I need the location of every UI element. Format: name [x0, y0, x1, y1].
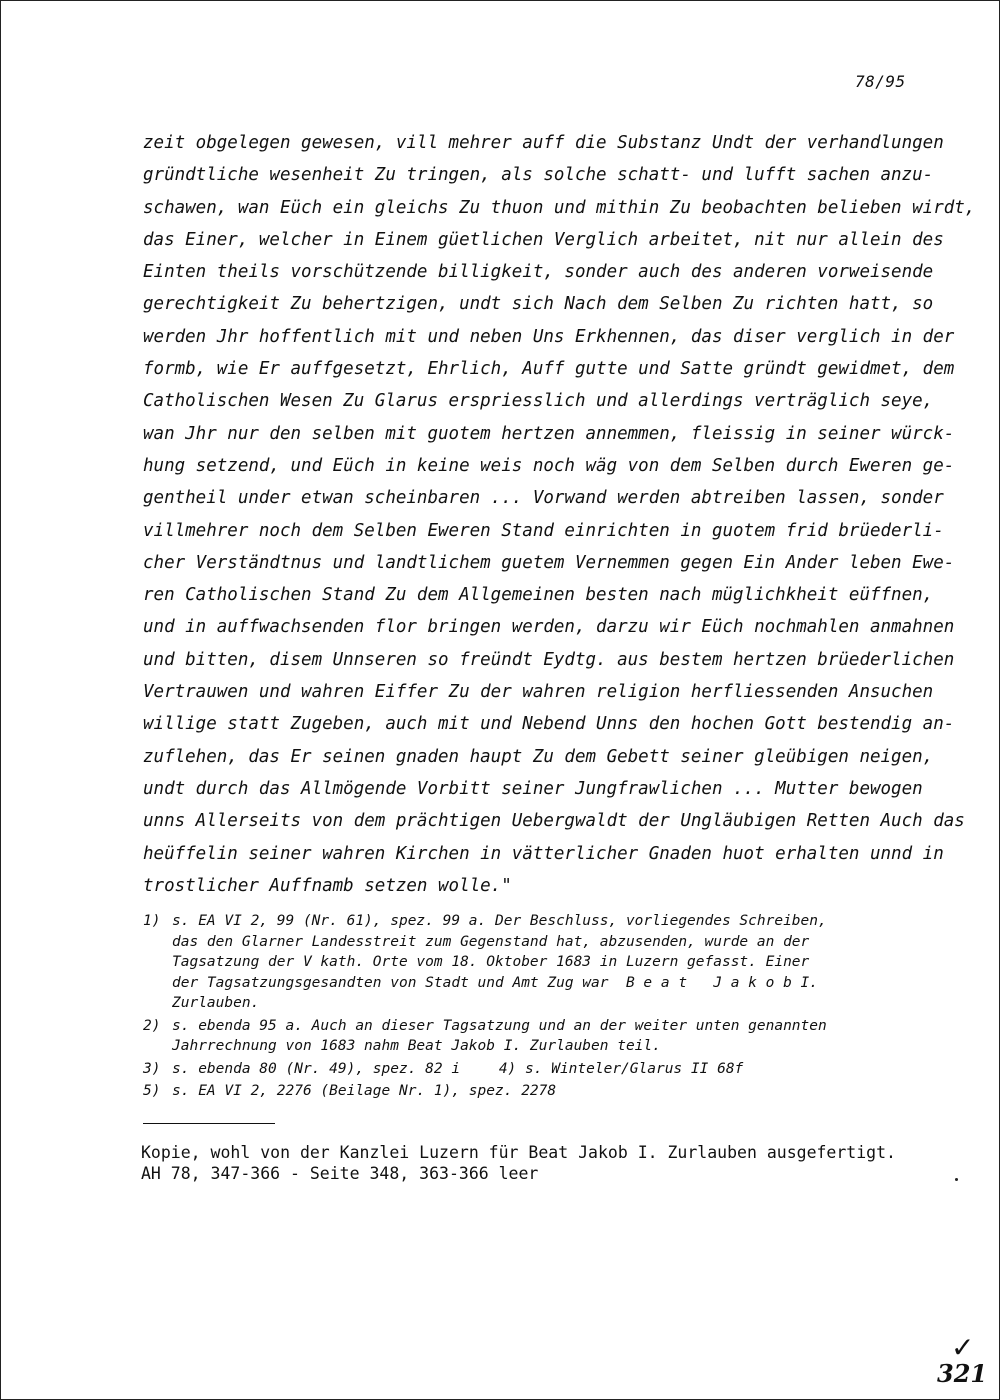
footnote-number: 4) [498, 1060, 517, 1077]
footnote-line: der Tagsatzungsgesandten von Stadt und Amt Zug war B e a t J a k o b I. [172, 974, 819, 991]
handwritten-page-stamp: 321 [937, 1359, 988, 1388]
body-line: und in auffwachsenden flor bringen werden, darzu wir Eüch nochmahlen anmahnen [143, 617, 955, 638]
footnote-3-and-4 [143, 1059, 943, 1080]
footnote-text: s. Winteler/Glarus II 68f [525, 1060, 744, 1077]
provenance-note [141, 1142, 896, 1184]
body-line: werden Jhr hoffentlich mit und neben Uns Erkhennen, das diser verglich in der [143, 326, 955, 347]
body-line: villmehrer noch dem Selben Eweren Stand einrichten in guotem frid brüederli- [143, 520, 944, 541]
footnote-number: 5) [143, 1083, 161, 1099]
body-line: wan Jhr nur den selben mit guotem hertzen annemmen, fleissig in seiner würck- [143, 423, 955, 444]
footnote-text: s. EA VI 2, 2276 (Beilage Nr. 1), spez. 2278 [172, 1083, 557, 1099]
body-line: gerechtigkeit Zu behertzigen, undt sich Nach dem Selben Zu richten hatt, so [143, 294, 934, 315]
footnote-line: Zurlauben. [172, 995, 260, 1011]
footnote-number: 3) [143, 1060, 161, 1077]
body-line: gründtliche wesenheit Zu tringen, als solche schatt- und lufft sachen anzu- [143, 165, 934, 186]
body-line: das Einer, welcher in Einem güetlichen Verglich arbeitet, nit nur allein des [143, 229, 944, 250]
footnote-number: 1) [143, 913, 161, 929]
body-line: Vertrauwen und wahren Eiffer Zu der wahren religion herfliessenden Ansuchen [143, 682, 934, 703]
body-line: heüffelin seiner wahren Kirchen in vätterlicher Gnaden huot erhalten unnd in [143, 843, 944, 864]
body-line: zuflehen, das Er seinen gnaden haupt Zu dem Gebett seiner gleübigen neigen, [143, 746, 934, 767]
footnote-line: Tagsatzung der V kath. Orte vom 18. Oktober 1683 in Luzern gefasst. Einer [172, 954, 810, 970]
footnotes [143, 911, 943, 1104]
body-line: schawen, wan Eüch ein gleichs Zu thuon und mithin Zu beobachten belieben wirdt, [143, 197, 976, 218]
body-line: ren Catholischen Stand Zu dem Allgemeinen besten nach müglichkheit eüffnen, [143, 585, 934, 606]
body-line: undt durch das Allmögende Vorbitt seiner Jungfrawlichen ... Mutter bewogen [143, 778, 923, 799]
footnote-2 [143, 1016, 943, 1057]
body-line: unns Allerseits von dem prächtigen Uebergwaldt der Ungläubigen Retten Auch das [143, 811, 965, 832]
section-divider [143, 1123, 275, 1124]
footnote-line: s. ebenda 95 a. Auch an dieser Tagsatzung und an der weiter unten genannten [172, 1017, 827, 1034]
body-line: trostlicher Auffnamb setzen wolle." [143, 875, 512, 896]
body-text [143, 127, 976, 902]
check-mark-icon: ✓ [951, 1331, 975, 1364]
footnote-line: das den Glarner Landesstreit zum Gegenstand hat, abzusenden, wurde an der [172, 933, 810, 950]
footnote-5 [143, 1081, 943, 1102]
body-line: gentheil under etwan scheinbaren ... Vorwand werden abtreiben lassen, sonder [143, 488, 944, 509]
footnote-line: Jahrrechnung von 1683 nahm Beat Jakob I. Zurlauben teil. [172, 1038, 661, 1054]
provenance-line: AH 78, 347-366 - Seite 348, 363-366 leer [141, 1164, 539, 1183]
body-line: zeit obgelegen gewesen, vill mehrer auff die Substanz Undt der verhandlungen [143, 133, 944, 153]
body-line: hung setzend, und Eüch in keine weis noch wäg von dem Selben durch Eweren ge- [143, 455, 955, 476]
body-line: cher Verständtnus und landtlichem guetem Vernemmen gegen Ein Ander leben Ewe- [143, 552, 955, 573]
footnote-1 [143, 911, 943, 1014]
margin-dot [955, 1178, 958, 1181]
body-line: Einten theils vorschützende billigkeit, sonder auch des anderen vorweisende [143, 262, 934, 283]
provenance-line: Kopie, wohl von der Kanzlei Luzern für Beat Jakob I. Zurlauben ausgefertigt. [141, 1143, 896, 1162]
body-line: willige statt Zugeben, auch mit und Nebend Unns den hochen Gott bestendig an- [143, 714, 955, 735]
footnote-line: s. EA VI 2, 99 (Nr. 61), spez. 99 a. Der Beschluss, vorliegendes Schreiben, [172, 913, 827, 929]
page-number: 78/95 [855, 72, 906, 91]
body-line: formb, wie Er auffgesetzt, Ehrlich, Auff gutte und Satte gründt gewidmet, dem [143, 359, 955, 380]
footnote-text: s. ebenda 80 (Nr. 49), spez. 82 i [172, 1060, 461, 1077]
body-line: Catholischen Wesen Zu Glarus erspriesslich und allerdings verträglich seye, [143, 391, 934, 412]
body-line: und bitten, disem Unnseren so freündt Eydtg. aus bestem hertzen brüederlichen [143, 649, 955, 670]
footnote-number: 2) [143, 1017, 161, 1034]
